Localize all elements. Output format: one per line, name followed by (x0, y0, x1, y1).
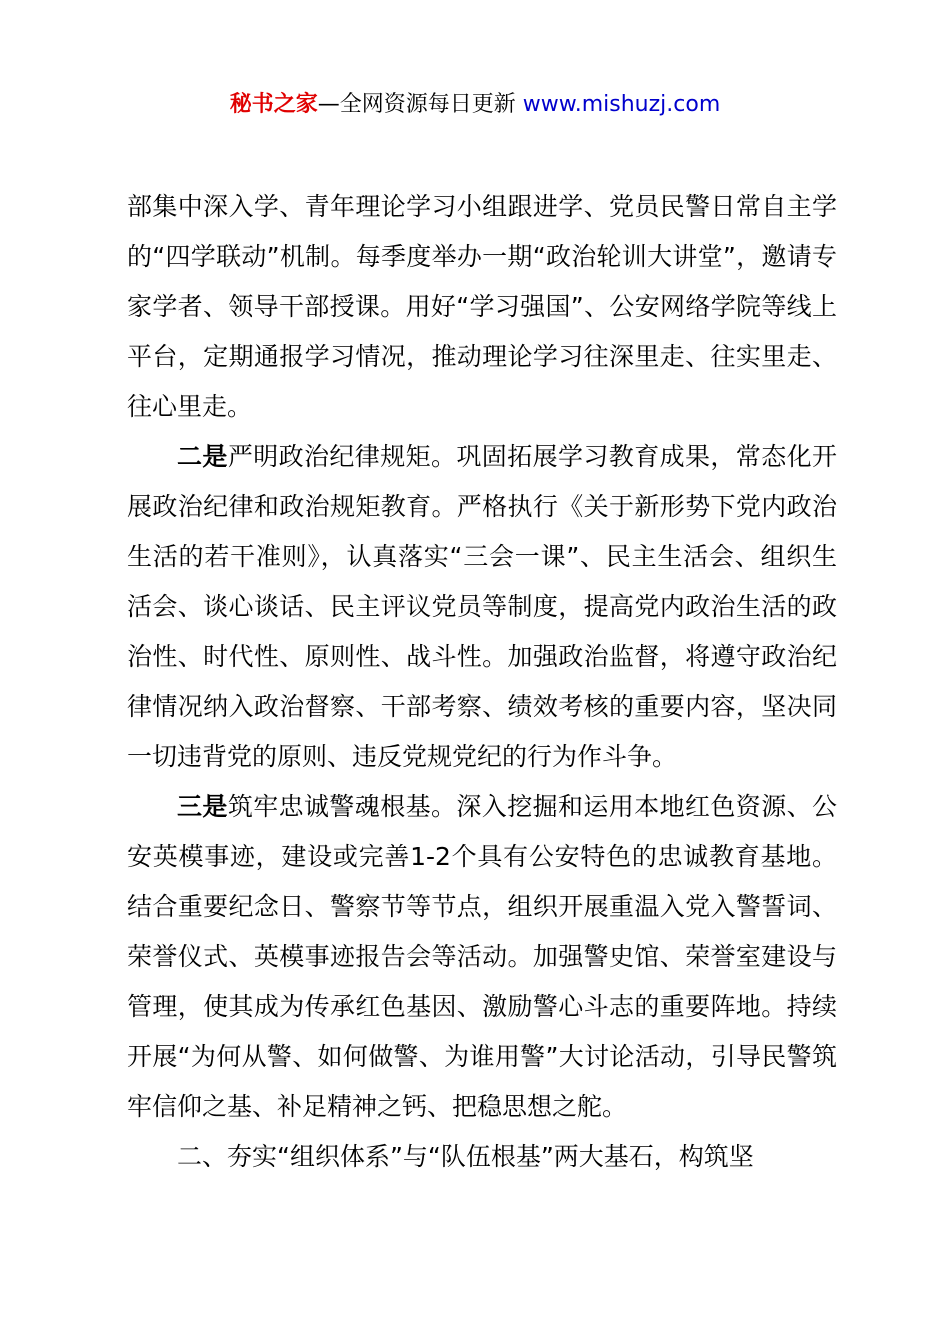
section-heading (127, 1132, 837, 1182)
brand-name: 秘书之家 (229, 92, 318, 117)
paragraph-lead: 三是 (177, 792, 228, 821)
paragraph-point-three (127, 782, 837, 1132)
paragraph-text: 二、夯实“组织体系”与“队伍根基”两大基石，构筑坚 (177, 1142, 754, 1171)
site-url-link[interactable]: www.mishuzj.com (522, 92, 721, 117)
paragraph-point-two (127, 432, 837, 782)
document-body (127, 182, 837, 1182)
paragraph-lead: 二是 (177, 442, 228, 471)
header-tagline: —全网资源每日更新 (317, 92, 523, 117)
paragraph-text: 严明政治纪律规矩。巩固拓展学习教育成果，常态化开展政治纪律和政治规矩教育。严格执行《关于新形势下党内政治生活的若干准则》，认真落实“三会一课”、民主生活会、组织生活会、谈心谈话、民主评议党员等制度，提高党内政治生活的政治性、时代性、原则性、战斗性。加强政治监督，将遵守政治纪律情况纳入政治督察、干部考察、绩效考核的重要内容，坚决同一切违背党的原则、违反党规党纪的行为作斗争。 (127, 442, 837, 771)
paragraph-text: 部集中深入学、青年理论学习小组跟进学、党员民警日常自主学的“四学联动”机制。每季度举办一期“政治轮训大讲堂”，邀请专家学者、领导干部授课。用好“学习强国”、公安网络学院等线上平台，定期通报学习情况，推动理论学习往深里走、往实里走、往心里走。 (127, 192, 837, 421)
paragraph-continuation (127, 182, 837, 432)
site-header (0, 88, 950, 122)
paragraph-text: 筑牢忠诚警魂根基。深入挖掘和运用本地红色资源、公安英模事迹，建设或完善1-2个具有公安特色的忠诚教育基地。结合重要纪念日、警察节等节点，组织开展重温入党入警誓词、荣誉仪式、英模事迹报告会等活动。加强警史馆、荣誉室建设与管理，使其成为传承红色基因、激励警心斗志的重要阵地。持续开展“为何从警、如何做警、为谁用警”大讨论活动，引导民警筑牢信仰之基、补足精神之钙、把稳思想之舵。 (127, 792, 837, 1121)
